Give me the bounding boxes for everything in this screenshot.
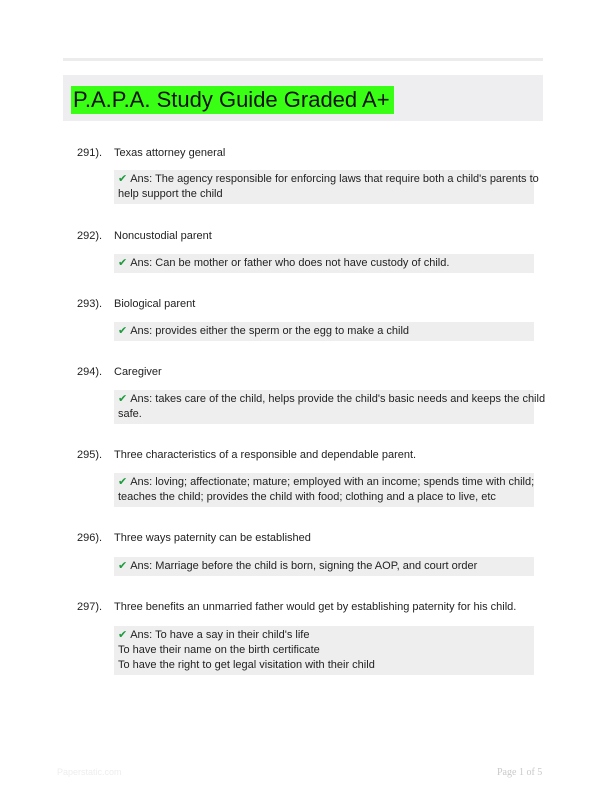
- page-title: P.A.P.A. Study Guide Graded A+: [71, 86, 394, 114]
- item-number: 294).: [77, 366, 103, 378]
- question-text: Caregiver: [114, 366, 162, 378]
- question-text: Three benefits an unmarried father would get by establishing paternity for his child.: [114, 601, 517, 613]
- check-icon: ✔: [118, 476, 128, 488]
- answer-box: [114, 322, 534, 341]
- answer-box: [114, 254, 534, 273]
- question-text: Noncustodial parent: [114, 230, 212, 242]
- answer-box: [114, 390, 546, 424]
- answer-line: Ans: Marriage before the child is born, signing the AOP, and court order: [130, 560, 478, 572]
- question-text: Three characteristics of a responsible and dependable parent.: [114, 449, 417, 461]
- check-icon: ✔: [118, 629, 128, 641]
- check-icon: ✔: [118, 560, 128, 572]
- item-number: 292).: [77, 230, 103, 242]
- check-icon: ✔: [118, 325, 128, 337]
- answer-line: teaches the child; provides the child with food; clothing and a place to live, etc: [118, 491, 496, 503]
- footer-site: Paperstatic.com: [57, 767, 122, 777]
- check-icon: ✔: [118, 173, 128, 185]
- question-text: Texas attorney general: [114, 147, 226, 159]
- answer-box: [114, 170, 539, 204]
- answer-line: To have the right to get legal visitation with their child: [118, 659, 375, 671]
- answer-line: Ans: To have a say in their child's life: [130, 629, 310, 641]
- answer-line: Ans: provides either the sperm or the egg to make a child: [130, 325, 410, 337]
- answer-line: help support the child: [118, 188, 223, 200]
- item-number: 291).: [77, 147, 103, 159]
- top-divider: [63, 58, 543, 61]
- title-banner: [63, 75, 543, 121]
- answer-line: Ans: The agency responsible for enforcing laws that require both a child's parents to: [130, 173, 539, 185]
- question-text: Three ways paternity can be established: [114, 532, 311, 544]
- answer-line: Ans: loving; affectionate; mature; employed with an income; spends time with child;: [130, 476, 535, 488]
- answer-box: [114, 626, 534, 675]
- page-indicator: Page 1 of 5: [497, 767, 543, 778]
- item-number: 296).: [77, 532, 103, 544]
- check-icon: ✔: [118, 393, 128, 405]
- answer-line: safe.: [118, 408, 142, 420]
- answer-line: Ans: Can be mother or father who does not have custody of child.: [130, 257, 450, 269]
- answer-box: [114, 557, 534, 576]
- item-number: 295).: [77, 449, 103, 461]
- item-number: 297).: [77, 601, 103, 613]
- answer-box: [114, 473, 534, 507]
- check-icon: ✔: [118, 257, 128, 269]
- item-number: 293).: [77, 298, 103, 310]
- answer-line: To have their name on the birth certificate: [118, 644, 320, 656]
- question-text: Biological parent: [114, 298, 196, 310]
- answer-line: Ans: takes care of the child, helps provide the child's basic needs and keeps the child: [130, 393, 546, 405]
